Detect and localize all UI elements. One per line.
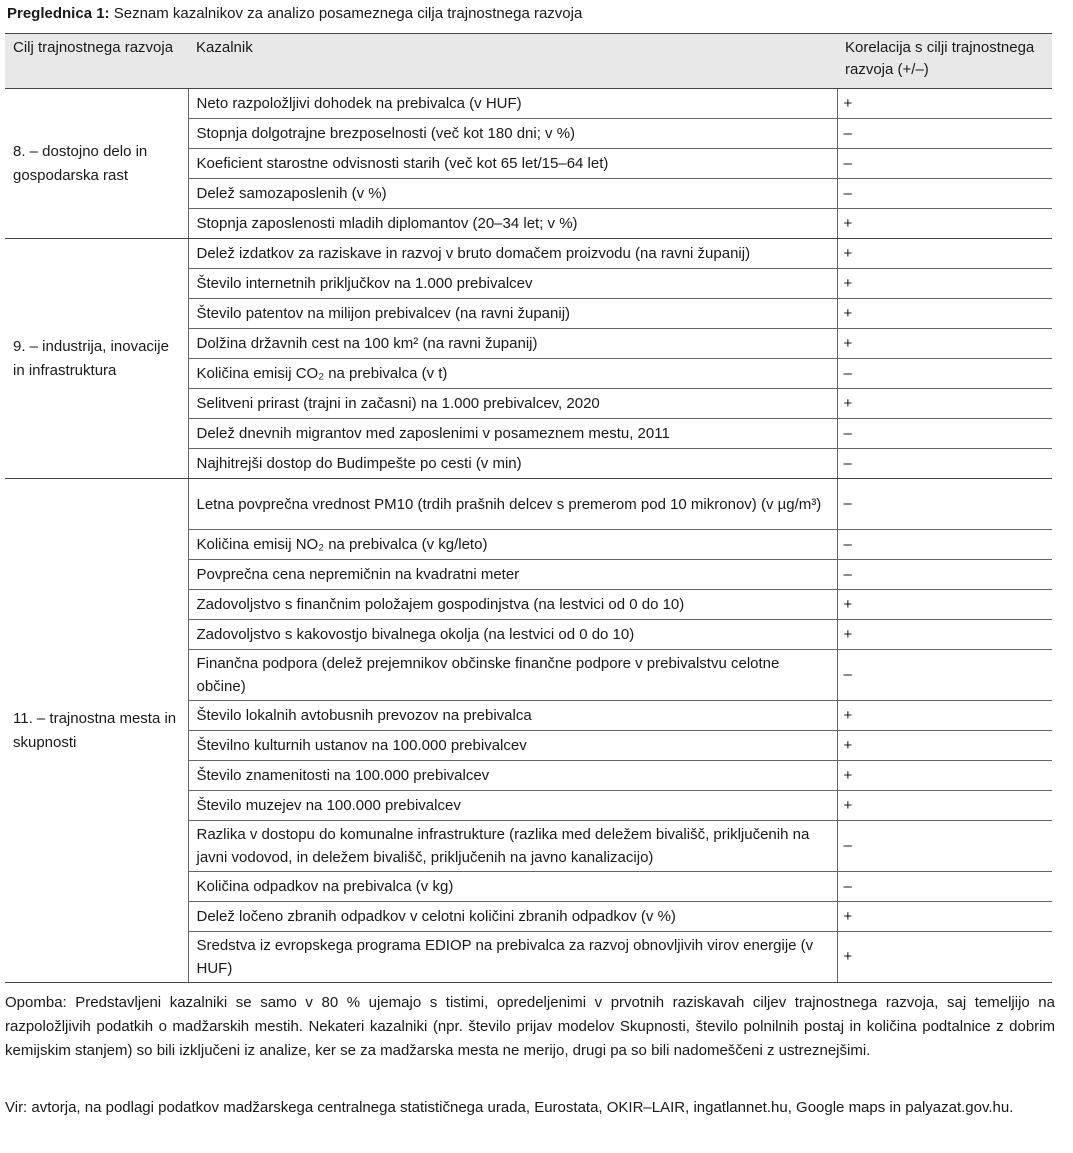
indicator-cell: Številno kulturnih ustanov na 100.000 prebivalcev: [188, 731, 837, 761]
correlation-cell: +: [837, 269, 1052, 299]
table-source: Vir: avtorja, na podlagi podatkov madžarskega centralnega statističnega urada, Eurostata, OKIR–LAIR, ingatlannet.hu, Google maps in palyazat.gov.hu.: [5, 1099, 1014, 1116]
indicator-cell: Selitveni prirast (trajni in začasni) na 1.000 prebivalcev, 2020: [188, 389, 837, 419]
indicator-cell: Stopnja zaposlenosti mladih diplomantov (20–34 let; v %): [188, 209, 837, 239]
indicator-cell: Letna povprečna vrednost PM10 (trdih prašnih delcev s premerom pod 10 mikronov) (v µg/m³): [188, 479, 837, 530]
table-body: [5, 89, 1052, 983]
correlation-cell: –: [837, 479, 1052, 530]
indicator-cell: Delež ločeno zbranih odpadkov v celotni količini zbranih odpadkov (v %): [188, 902, 837, 932]
header-correlation: Korelacija s cilji trajnostnega razvoja (+/–): [837, 34, 1052, 89]
indicator-cell: Sredstva iz evropskega programa EDIOP na prebivalca za razvoj obnovljivih virov energije (v HUF): [188, 932, 837, 983]
indicator-cell: Količina emisij CO₂ na prebivalca (v t): [188, 359, 837, 389]
goal-cell: 11. – trajnostna mesta in skupnosti: [5, 479, 188, 983]
correlation-cell: –: [837, 821, 1052, 872]
indicators-table: [5, 33, 1052, 983]
correlation-cell: –: [837, 149, 1052, 179]
indicator-cell: Število lokalnih avtobusnih prevozov na prebivalca: [188, 701, 837, 731]
indicator-cell: Najhitrejši dostop do Budimpešte po cesti (v min): [188, 449, 837, 479]
goal-cell: 8. – dostojno delo in gospodarska rast: [5, 89, 188, 239]
correlation-cell: +: [837, 329, 1052, 359]
correlation-cell: +: [837, 902, 1052, 932]
indicator-cell: Povprečna cena nepremičnin na kvadratni meter: [188, 560, 837, 590]
goal-cell: 9. – industrija, inovacije in infrastruktura: [5, 239, 188, 479]
correlation-cell: –: [837, 449, 1052, 479]
header-goal: Cilj trajnostnega razvoja: [5, 34, 188, 89]
correlation-cell: +: [837, 389, 1052, 419]
caption-text: Seznam kazalnikov za analizo posameznega cilja trajnostnega razvoja: [113, 5, 583, 22]
correlation-cell: +: [837, 761, 1052, 791]
indicator-cell: Finančna podpora (delež prejemnikov občinske finančne podpore v prebivalstvu celotne občine): [188, 650, 837, 701]
indicator-cell: Stopnja dolgotrajne brezposelnosti (več kot 180 dni; v %): [188, 119, 837, 149]
correlation-cell: +: [837, 299, 1052, 329]
indicator-cell: Število internetnih priključkov na 1.000 prebivalcev: [188, 269, 837, 299]
correlation-cell: –: [837, 872, 1052, 902]
table-row: [5, 479, 1052, 530]
header-indicator: Kazalnik: [188, 34, 837, 89]
correlation-cell: –: [837, 530, 1052, 560]
correlation-cell: –: [837, 179, 1052, 209]
correlation-cell: +: [837, 791, 1052, 821]
indicator-cell: Delež samozaposlenih (v %): [188, 179, 837, 209]
correlation-cell: +: [837, 239, 1052, 269]
indicator-cell: Koeficient starostne odvisnosti starih (več kot 65 let/15–64 let): [188, 149, 837, 179]
caption-lead: Preglednica 1:: [7, 5, 110, 22]
correlation-cell: +: [837, 590, 1052, 620]
correlation-cell: +: [837, 209, 1052, 239]
table-header-row: [5, 34, 1052, 89]
indicator-cell: Zadovoljstvo s kakovostjo bivalnega okolja (na lestvici od 0 do 10): [188, 620, 837, 650]
indicator-cell: Razlika v dostopu do komunalne infrastrukture (razlika med deležem bivališč, priključenih na javni vodovod, in deležem bivališč, priključenih na javno kanalizacijo): [188, 821, 837, 872]
correlation-cell: –: [837, 419, 1052, 449]
correlation-cell: +: [837, 932, 1052, 983]
correlation-cell: –: [837, 359, 1052, 389]
indicator-cell: Število muzejev na 100.000 prebivalcev: [188, 791, 837, 821]
table-row: [5, 89, 1052, 119]
indicator-cell: Zadovoljstvo s finančnim položajem gospodinjstva (na lestvici od 0 do 10): [188, 590, 837, 620]
correlation-cell: –: [837, 119, 1052, 149]
correlation-cell: +: [837, 620, 1052, 650]
correlation-cell: +: [837, 89, 1052, 119]
correlation-cell: +: [837, 701, 1052, 731]
correlation-cell: –: [837, 560, 1052, 590]
correlation-cell: –: [837, 650, 1052, 701]
indicator-cell: Delež izdatkov za raziskave in razvoj v bruto domačem proizvodu (na ravni županij): [188, 239, 837, 269]
table-row: [5, 239, 1052, 269]
table-caption: [7, 4, 1067, 24]
indicator-cell: Število patentov na milijon prebivalcev (na ravni županij): [188, 299, 837, 329]
correlation-cell: +: [837, 731, 1052, 761]
table-note: Opomba: Predstavljeni kazalniki se samo v 80 % ujemajo s tistimi, opredeljenimi v prvotnih raziskavah ciljev trajnostnega razvoja, saj temeljijo na razpoložljivih podatkih o madžarskih mestih. Nekateri kazalniki (npr. število prijav modelov Skupnosti, število polnilnih postaj in količina podtalnice z dobrim kemijskim stanjem) so bili izključeni iz analize, ker se za madžarska mesta ne merijo, drugi pa so bili nadomeščeni z ustreznejšimi.: [5, 994, 1055, 1059]
indicator-cell: Količina odpadkov na prebivalca (v kg): [188, 872, 837, 902]
indicator-cell: Dolžina državnih cest na 100 km² (na ravni županij): [188, 329, 837, 359]
indicator-cell: Število znamenitosti na 100.000 prebivalcev: [188, 761, 837, 791]
indicator-cell: Količina emisij NO₂ na prebivalca (v kg/leto): [188, 530, 837, 560]
indicator-cell: Neto razpoložljivi dohodek na prebivalca (v HUF): [188, 89, 837, 119]
indicator-cell: Delež dnevnih migrantov med zaposlenimi v posameznem mestu, 2011: [188, 419, 837, 449]
